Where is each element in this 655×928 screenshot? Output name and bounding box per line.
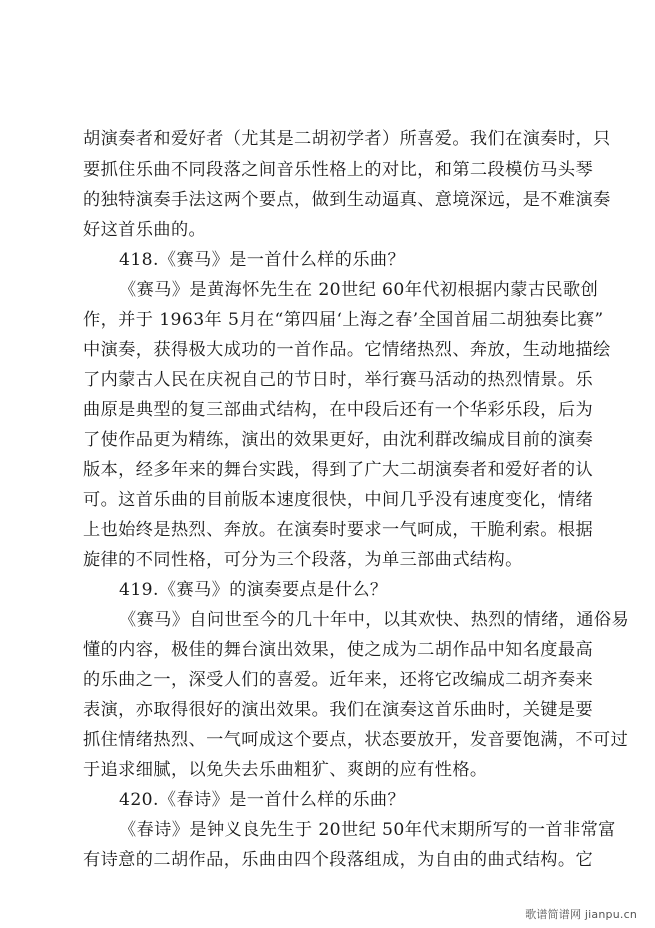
text-line: 胡演奏者和爱好者（尤其是二胡初学者）所喜爱。我们在演奏时，只 — [83, 129, 611, 149]
text-line: 《赛马》自问世至今的几十年中，以其欢快、热烈的情绪，通俗易 — [119, 610, 630, 630]
section-heading-419: 419.《赛马》的演奏要点是什么？ — [119, 580, 388, 600]
text-line: 的乐曲之一，深受人们的喜爱。近年来，还将它改编成二胡齐奏来 — [83, 670, 594, 690]
text-line: 《赛马》是黄海怀先生在 20世纪 60年代初根据内蒙古民歌创 — [119, 280, 599, 300]
text-line: 的独特演奏手法这两个要点，做到生动逼真、意境深远，是不难演奏 — [83, 190, 611, 210]
text-line: 作，并于 1963年 5月在“第四届‘上海之春’全国首届二胡独奏比赛” — [83, 310, 604, 330]
text-line: 了使作品更为精练，演出的效果更好，由沈利群改编成目前的演奏 — [83, 430, 594, 450]
text-line: 版本，经多年来的舞台实践，得到了广大二胡演奏者和爱好者的认 — [83, 460, 594, 480]
text-line: 要抓住乐曲不同段落之间音乐性格上的对比，和第二段模仿马头琴 — [83, 160, 594, 180]
section-heading-418: 418.《赛马》是一首什么样的乐曲？ — [119, 250, 406, 270]
text-line: 懂的内容，极佳的舞台演出效果，使之成为二胡作品中知名度最高 — [83, 640, 594, 660]
text-line: 有诗意的二胡作品，乐曲由四个段落组成，为自由的曲式结构。它 — [83, 850, 594, 870]
text-line: 可。这首乐曲的目前版本速度很快，中间几乎没有速度变化，情绪 — [83, 490, 594, 510]
section-heading-420: 420.《春诗》是一首什么样的乐曲？ — [119, 790, 406, 810]
text-line: 上也始终是热烈、奔放。在演奏时要求一气呵成，干脆利索。根据 — [83, 520, 594, 540]
text-line: 曲原是典型的复三部曲式结构，在中段后还有一个华彩乐段，后为 — [83, 400, 594, 420]
text-line: 于追求细腻，以免失去乐曲粗犷、爽朗的应有性格。 — [83, 760, 488, 780]
text-line: 了内蒙古人民在庆祝自己的节日时，举行赛马活动的热烈情景。乐 — [83, 370, 594, 390]
text-line: 抓住情绪热烈、一气呵成这个要点，状态要放开，发音要饱满，不可过 — [83, 730, 629, 750]
site-watermark: 歌谱简谱网 jianpu.cn — [525, 908, 637, 921]
text-line: 旋律的不同性格，可分为三个段落，为单三部曲式结构。 — [83, 550, 523, 570]
text-line: 中演奏，获得极大成功的一首作品。它情绪热烈、奔放，生动地描绘 — [83, 340, 611, 360]
text-line: 好这首乐曲的。 — [83, 220, 207, 240]
text-line: 《春诗》是钟义良先生于 20世纪 50年代末期所写的一首非常富 — [119, 820, 616, 840]
text-line: 表演，亦取得很好的演出效果。我们在演奏这首乐曲时，关键是要 — [83, 700, 594, 720]
